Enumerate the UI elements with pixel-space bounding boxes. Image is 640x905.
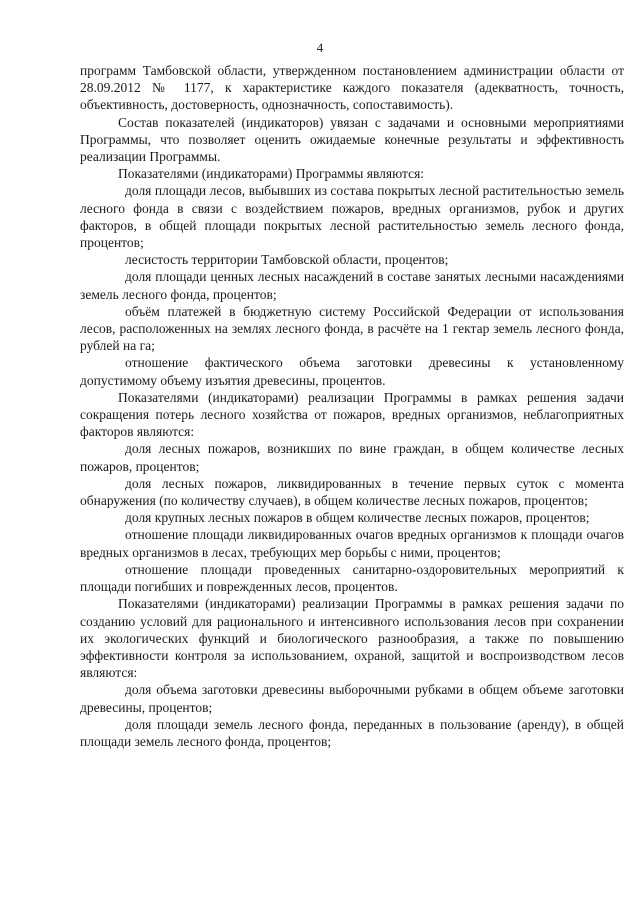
list-item: доля крупных лесных пожаров в общем количестве лесных пожаров, процентов; [125, 510, 590, 526]
list-item: отношение фактического объема заготовки древесины к установленному допустимому объему изъятия древесины, процентов. [80, 355, 624, 388]
paragraph: Показателями (индикаторами) реализации Программы в рамках решения задачи сокращения потерь лесного хозяйства от пожаров, вредных организмов, неблагоприятных факторов являются: [80, 389, 624, 440]
list-item: отношение площади ликвидированных очагов вредных организмов к площади очагов вредных организмов в лесах, требующих мер борьбы с ними, процентов; [80, 527, 624, 560]
paragraph: Показателями (индикаторами) реализации Программы в рамках решения задачи по созданию условий для рационального и интенсивного использования лесов при сохранении их экологических функций и биологического разнообразия, а также по повышению эффективности контроля за использованием, охраной, защитой и воспроизводством лесов являются: [80, 596, 624, 681]
list-item: отношение площади проведенных санитарно-оздоровительных мероприятий к площади погибших и поврежденных лесов, процентов. [80, 561, 624, 595]
list-item: доля объема заготовки древесины выборочными рубками в общем объеме заготовки древесины, процентов; [80, 682, 624, 715]
document-body [80, 62, 624, 750]
paragraph: Состав показателей (индикаторов) увязан с задачами и основными мероприятиями Программы, что позволяет оценить ожидаемые конечные результаты и эффективность реализации Программы. [80, 114, 624, 165]
page-number: 4 [316, 40, 324, 55]
list-item: доля лесных пожаров, ликвидированных в течение первых суток с момента обнаружения (по количеству случаев), в общем количестве лесных пожаров, процентов; [80, 475, 624, 509]
list-item: доля площади ценных лесных насаждений в составе занятых лесными насаждениями земель лесного фонда, процентов; [80, 269, 624, 302]
paragraph: программ Тамбовской области, утвержденном постановлением администрации области от 28.09.2012 № 1177, к характеристике каждого показателя (адекватность, точность, объективность, достоверность, однозначность, сопоставимость). [80, 63, 624, 113]
list-item: объём платежей в бюджетную систему Российской Федерации от использования лесов, расположенных на землях лесного фонда, в расчёте на 1 гектар земель лесного фонда, рублей на га; [80, 303, 624, 354]
list-item: доля лесных пожаров, возникших по вине граждан, в общем количестве лесных пожаров, процентов; [80, 441, 624, 474]
list-item: доля площади земель лесного фонда, переданных в пользование (аренду), в общей площади земель лесного фонда, процентов; [80, 716, 624, 749]
list-item: лесистость территории Тамбовской области, процентов; [125, 252, 449, 268]
paragraph: Показателями (индикаторами) Программы являются: [118, 166, 425, 182]
list-item: доля площади лесов, выбывших из состава покрытых лесной растительностью земель лесного фонда в связи с воздействием пожаров, вредных организмов, рубок и других факторов, в общей площади покрытых лесной растительностью земель лесного фонда, процентов; [80, 183, 624, 251]
